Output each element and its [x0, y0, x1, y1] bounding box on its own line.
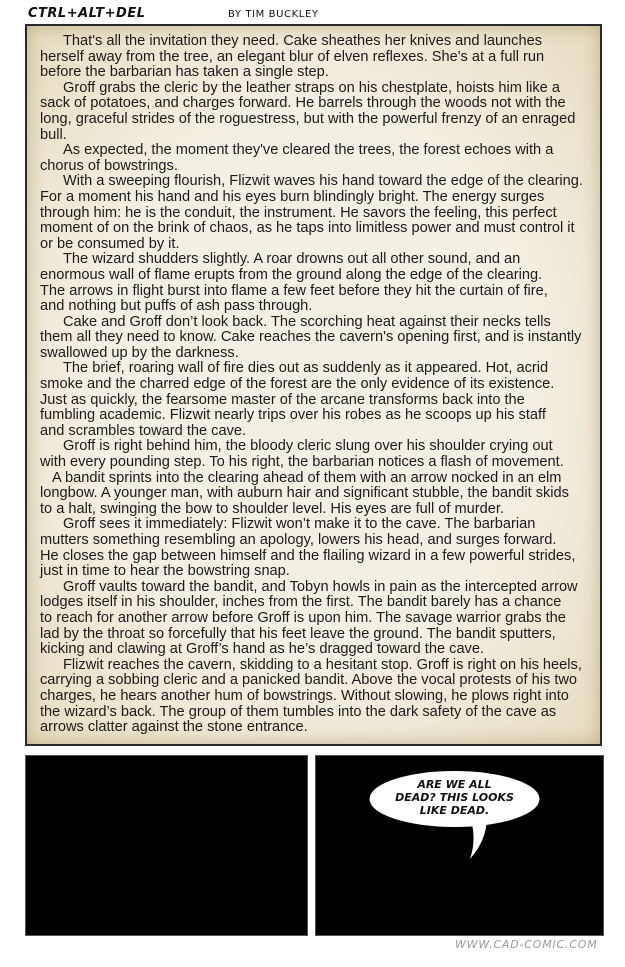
speech-bubble-text	[368, 778, 541, 817]
story-line: With a sweeping flourish, Flizwit waves his hand toward the edge of the clearing.	[63, 173, 583, 190]
story-line: or be consumed by it.	[40, 235, 180, 252]
story-line: moment of on the brink of chaos, as he taps into limitless power and must control it	[40, 220, 575, 237]
story-paragraph	[40, 471, 590, 518]
story-line: Groff sees it immediately: Flizwit won’t make it to the cave. The barbarian	[63, 516, 536, 533]
story-line: longbow. A younger man, with auburn hair and significant stubble, the bandit skids	[40, 485, 569, 502]
story-line: lodges itself in his shoulder, inches from the first. The bandit barely has a chance	[40, 594, 562, 611]
story-line: Groff is right behind him, the bloody cleric slung over his shoulder crying out	[63, 438, 553, 455]
story-line: and scrambles toward the cave.	[40, 422, 247, 439]
speech-bubble-tail	[456, 811, 496, 861]
story-line: through him: he is the conduit, the instrument. He savors the feeling, this perfect	[40, 204, 557, 221]
story-line: herself away from the tree, an elegant blur of elven reflexes. She's at a full run	[40, 48, 545, 65]
story-line: Groff grabs the cleric by the leather straps on his chestplate, hoists him like a	[63, 79, 560, 96]
story-line: to reach for another arrow before Groff is upon him. The savage warrior grabs the	[40, 609, 566, 626]
story-paragraph	[40, 315, 590, 362]
story-line: before the barbarian has taken a single step.	[40, 64, 329, 81]
story-line: Just as quickly, the fearsome master of the arcane transforms back into the	[40, 391, 525, 408]
story-line: them all they need to know. Cake reaches the cavern's opening first, and is instantly	[40, 329, 582, 346]
story-paragraph	[40, 81, 590, 143]
comic-panel-dark-left	[25, 755, 308, 936]
story-paragraph	[40, 174, 590, 252]
story-line: long, graceful strides of the roguestress, but with the powerful frenzy of an enraged	[40, 110, 576, 127]
story-paragraph	[40, 34, 590, 81]
story-paragraph	[40, 517, 590, 579]
author-byline: BY TIM BUCKLEY	[228, 9, 319, 20]
story-line: A bandit sprints into the clearing ahead of them with an arrow nocked in an elm	[52, 469, 562, 486]
story-line: the wizard’s back. The group of them tumbles into the dark safety of the cave as	[40, 703, 557, 720]
story-line: The wizard shudders slightly. A roar drowns out all other sound, and an	[63, 251, 521, 268]
story-line: lad by the throat so forcefully that his feet leave the ground. The bandit sputters,	[40, 625, 556, 642]
story-paragraph	[40, 143, 590, 174]
story-line: mutters something resembling an apology, lowers his head, and surges forward.	[40, 532, 557, 548]
story-line: bull.	[40, 126, 67, 143]
story-paragraph	[40, 252, 590, 314]
story-paragraph	[40, 439, 590, 470]
comic-panel-dark-right	[315, 755, 604, 936]
story-line: carrying a sobbing cleric and a panicked bandit. Above the vocal protests of his two	[40, 672, 578, 689]
story-line: smoke and the charred edge of the forest are the only evidence of its existence.	[40, 376, 555, 393]
speech-line: ARE WE ALL	[417, 778, 492, 791]
story-line: chorus of bowstrings.	[40, 157, 178, 174]
story-line: For a moment his hand and his eyes burn blindingly bright. The energy surges	[40, 188, 545, 205]
story-paragraph	[40, 658, 590, 736]
story-line: with every pounding step. To his right, the barbarian notices a flash of movement.	[40, 454, 564, 471]
story-line: The arrows in flight burst into flame a few feet before they hit the curtain of fire,	[40, 282, 548, 299]
story-line: Groff vaults toward the bandit, and Tobyn howls in pain as the intercepted arrow	[63, 578, 578, 595]
speech-line: LIKE DEAD.	[419, 804, 490, 817]
story-line: As expected, the moment they've cleared the trees, the forest echoes with a	[63, 142, 554, 159]
comic-title: CTRL+ALT+DEL	[28, 6, 146, 21]
story-line: to a halt, swinging the bow to shoulder level. His eyes are full of murder.	[40, 500, 504, 517]
story-paragraph	[40, 580, 590, 658]
story-line: That's all the invitation they need. Cake sheathes her knives and launches	[63, 33, 542, 49]
story-line: enormous wall of flame erupts from the ground along the edge of the clearing.	[40, 266, 543, 283]
speech-line: DEAD? THIS LOOKS	[395, 791, 514, 804]
story-line: charges, he hears another hum of bowstrings. Without slowing, he plows right into	[40, 687, 569, 704]
story-text-box	[25, 24, 602, 746]
story-line: kicking and clawing at Groff’s hand as he’s dragged toward the cave.	[40, 641, 485, 658]
site-url: WWW.CAD-COMIC.COM	[455, 938, 598, 951]
story-line: swallowed up by the darkness.	[40, 344, 239, 361]
story-line: arrows clatter against the stone entrance.	[40, 719, 308, 736]
story-line: fumbling academic. Flizwit nearly trips over his robes as he scoops up his staff	[40, 407, 546, 424]
story-line: He closes the gap between himself and the flailing wizard in a few powerful strides,	[40, 547, 576, 564]
story-line: just in time to hear the bowstring snap.	[40, 563, 290, 580]
story-line: Flizwit reaches the cavern, skidding to a hesitant stop. Groff is right on his heels,	[63, 656, 582, 673]
story-line: The brief, roaring wall of fire dies out as suddenly as it appeared. Hot, acrid	[63, 360, 549, 377]
story-paragraph	[40, 361, 590, 439]
story-line: sack of potatoes, and charges forward. He barrels through the woods not with the	[40, 95, 566, 112]
story-line: and nothing but puffs of ash pass through.	[40, 298, 313, 315]
story-line: Cake and Groff don’t look back. The scorching heat against their necks tells	[63, 313, 551, 330]
